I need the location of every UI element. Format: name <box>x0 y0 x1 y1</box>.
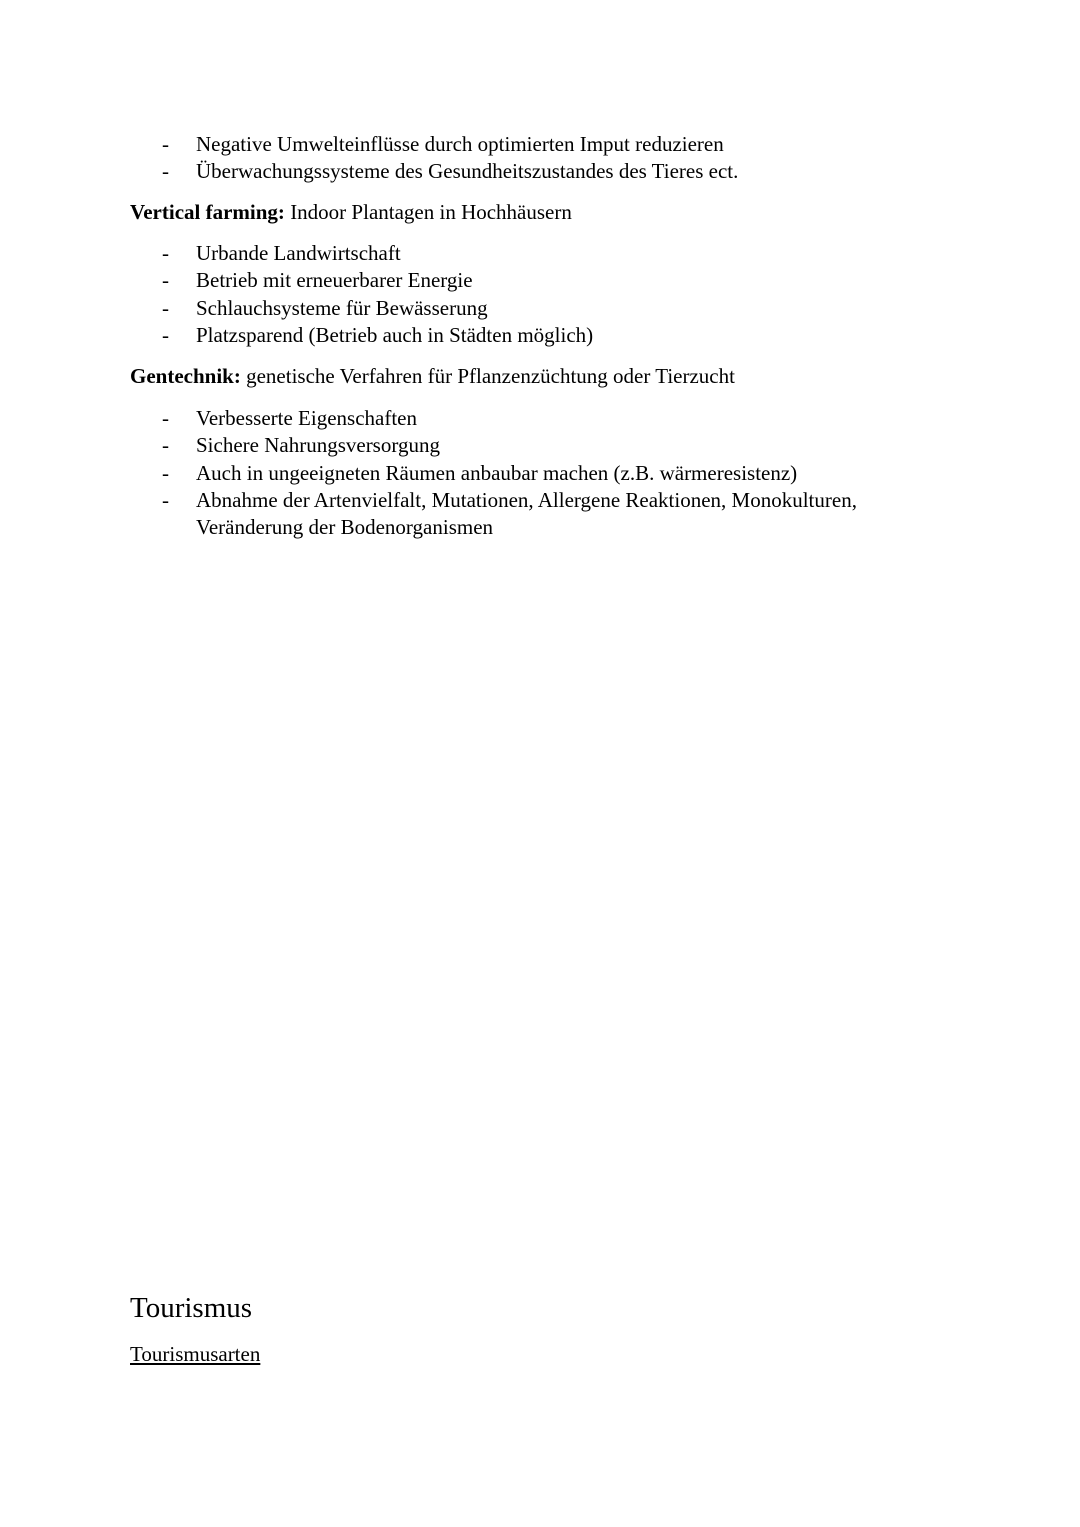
bullet-dash: - <box>162 322 169 347</box>
gentechnik-bullet-list <box>130 405 896 541</box>
vertical-farming-term: Vertical farming: <box>130 200 285 224</box>
vertical-farming-bullet-list <box>130 240 896 349</box>
list-item-text: Abnahme der Artenvielfalt, Mutationen, Allergene Reaktionen, Monokulturen, Veränderung der Bodenorganismen <box>196 487 857 540</box>
intro-bullet-list <box>130 131 896 186</box>
list-item <box>130 295 896 322</box>
list-item-text: Schlauchsysteme für Bewässerung <box>196 295 488 320</box>
gentechnik-term: Gentechnik: <box>130 364 241 388</box>
list-item-text: Betrieb mit erneuerbarer Energie <box>196 268 473 293</box>
section-title: Tourismus <box>130 1292 253 1324</box>
list-item <box>130 131 896 158</box>
subsection-title: Tourismusarten <box>130 1342 261 1366</box>
list-item-text: Sichere Nahrungsversorgung <box>196 433 440 458</box>
list-item <box>130 267 896 294</box>
bullet-dash: - <box>162 295 169 320</box>
list-item-text: Urbande Landwirtschaft <box>196 241 401 265</box>
list-item-text: Auch in ungeeigneten Räumen anbaubar machen (z.B. wärmeresistenz) <box>196 460 798 485</box>
bullet-dash: - <box>162 487 169 512</box>
list-item <box>130 240 896 267</box>
bullet-dash: - <box>162 132 169 156</box>
bullet-dash: - <box>162 241 169 265</box>
list-item <box>130 487 896 542</box>
bullet-dash: - <box>162 159 169 184</box>
bullet-dash: - <box>162 406 169 430</box>
list-item <box>130 432 896 459</box>
gentechnik-text: genetische Verfahren für Pflanzenzüchtung oder Tierzucht <box>246 364 735 388</box>
list-item-text: Negative Umwelteinflüsse durch optimierten Imput reduzieren <box>196 132 724 156</box>
list-item-text: Platzsparend (Betrieb auch in Städten möglich) <box>196 322 594 347</box>
list-item <box>130 158 896 185</box>
list-item <box>130 460 896 487</box>
gentechnik-definition <box>130 363 735 390</box>
bullet-dash: - <box>162 433 169 458</box>
vertical-farming-definition <box>130 199 572 226</box>
list-item <box>130 405 896 432</box>
list-item <box>130 322 896 349</box>
bullet-dash: - <box>162 268 169 293</box>
list-item-text: Verbesserte Eigenschaften <box>196 406 417 430</box>
bullet-dash: - <box>162 460 169 485</box>
vertical-farming-text: Indoor Plantagen in Hochhäusern <box>290 200 572 224</box>
list-item-text: Überwachungssysteme des Gesundheitszustandes des Tieres ect. <box>196 159 739 184</box>
